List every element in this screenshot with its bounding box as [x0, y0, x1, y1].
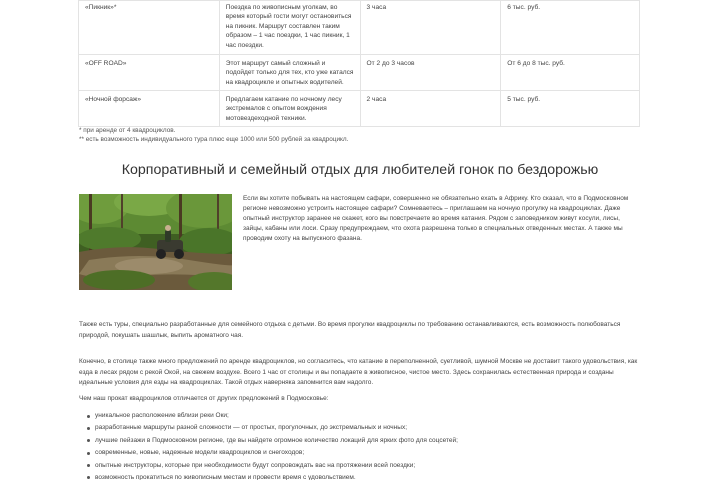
tour-name: «OFF ROAD»: [79, 55, 220, 91]
atv-offroad-photo: [79, 194, 232, 290]
table-row: [79, 91, 640, 127]
tours-table: [78, 0, 640, 127]
list-item: опытные инструкторы, которые при необходимости будут сопровождать вас на протяжении всей поездки;: [87, 460, 640, 472]
tour-name: «Ночной форсаж»: [79, 91, 220, 127]
tour-duration: 3 часа: [360, 1, 501, 55]
tour-description: Этот маршрут самый сложный и подойдет только для тех, кто уже катался на квадроцикле и опытных водителей.: [219, 55, 360, 91]
tour-price: От 6 до 8 тыс. руб.: [501, 55, 640, 91]
family-tours-text: Также есть туры, специально разработанные для семейного отдыха с детьми. Во время прогулки квадроциклы по требованию останавливаются, есть возможность полюбоваться природой, покушать шашлык, выпить ароматного чая.: [79, 321, 621, 339]
tour-duration: 2 часа: [360, 91, 501, 127]
benefits-lead-text: Чем наш прокат квадроциклов отличается от других предложений в Подмосковье:: [79, 395, 329, 402]
tour-name: «Пикник»*: [79, 1, 220, 55]
tour-price: 6 тыс. руб.: [501, 1, 640, 55]
safari-intro-text: Если вы хотите побывать на настоящем сафари, совершенно не обязательно ехать в Африку. Кто сказал, что в Подмосковном регионе невозможно устроить настоящее сафари? Сомневаетесь – приглашаем на ночную прогулку на квадроциклах. Даже опытный инструктор заранее не скажет, кого вы повстречаете во время катания. Рядом с заповедником живут косули, лисы, зайцы, кабаны или лоси. Сразу предупреждаем, что охота разрешена только в специальных отведенных местах. А также мы проводим охоту на выпускного фазана.: [243, 195, 629, 242]
benefits-list: [87, 410, 640, 480]
tour-description: Предлагаем катание по ночному лесу экстремалов с опытом вождения мотовездеходной техники.: [219, 91, 360, 127]
list-item: разработанные маршруты разной сложности — от простых, прогулочных, до экстремальных и ночных;: [87, 422, 640, 434]
table-row: [79, 1, 640, 55]
list-item: современные, новые, надежные модели квадроциклов и снегоходов;: [87, 447, 640, 459]
list-item: возможность прокатиться по живописным местам и провести время с удовольствием.: [87, 472, 640, 480]
section-title: Корпоративный и семейный отдых для любителей гонок по бездорожью: [121, 162, 599, 178]
footnote-individual: ** есть возможность индивидуального тура плюс еще 1000 или 500 рублей за квадроцикл.: [79, 136, 349, 143]
tour-duration: От 2 до 3 часов: [360, 55, 501, 91]
list-item: уникальное расположение вблизи реки Оки;: [87, 410, 640, 422]
tour-description: Поездка по живописным уголкам, во время который гости могут остановиться на пикник. Маршрут составлен таким образом – 1 час поездки, 1 час пикник, 1 час поездки.: [219, 1, 360, 55]
moscow-comparison-text: Конечно, в столице также много предложений по аренде квадроциклов, но согласитесь, что катание в переполненной, суетливой, шумной Москве не доставит такого удовольствия, как езда в лесах рядом с рекой Окой, на свежем воздухе. Всего 1 час от столицы и вы попадаете в живописное, чистое место. Здесь сохранилась естественная природа и созданы идеальные условия для езды на квадроциклах. Такой отдых наверняка запомнится вам надолго.: [79, 358, 638, 387]
list-item: лучшие пейзажи в Подмосковном регионе, где вы найдете огромное количество локаций для ярких фото для соцсетей;: [87, 435, 640, 447]
tour-price: 5 тыс. руб.: [501, 91, 640, 127]
footnote-rent: * при аренде от 4 квадроциклов.: [79, 127, 176, 134]
table-row: [79, 55, 640, 91]
